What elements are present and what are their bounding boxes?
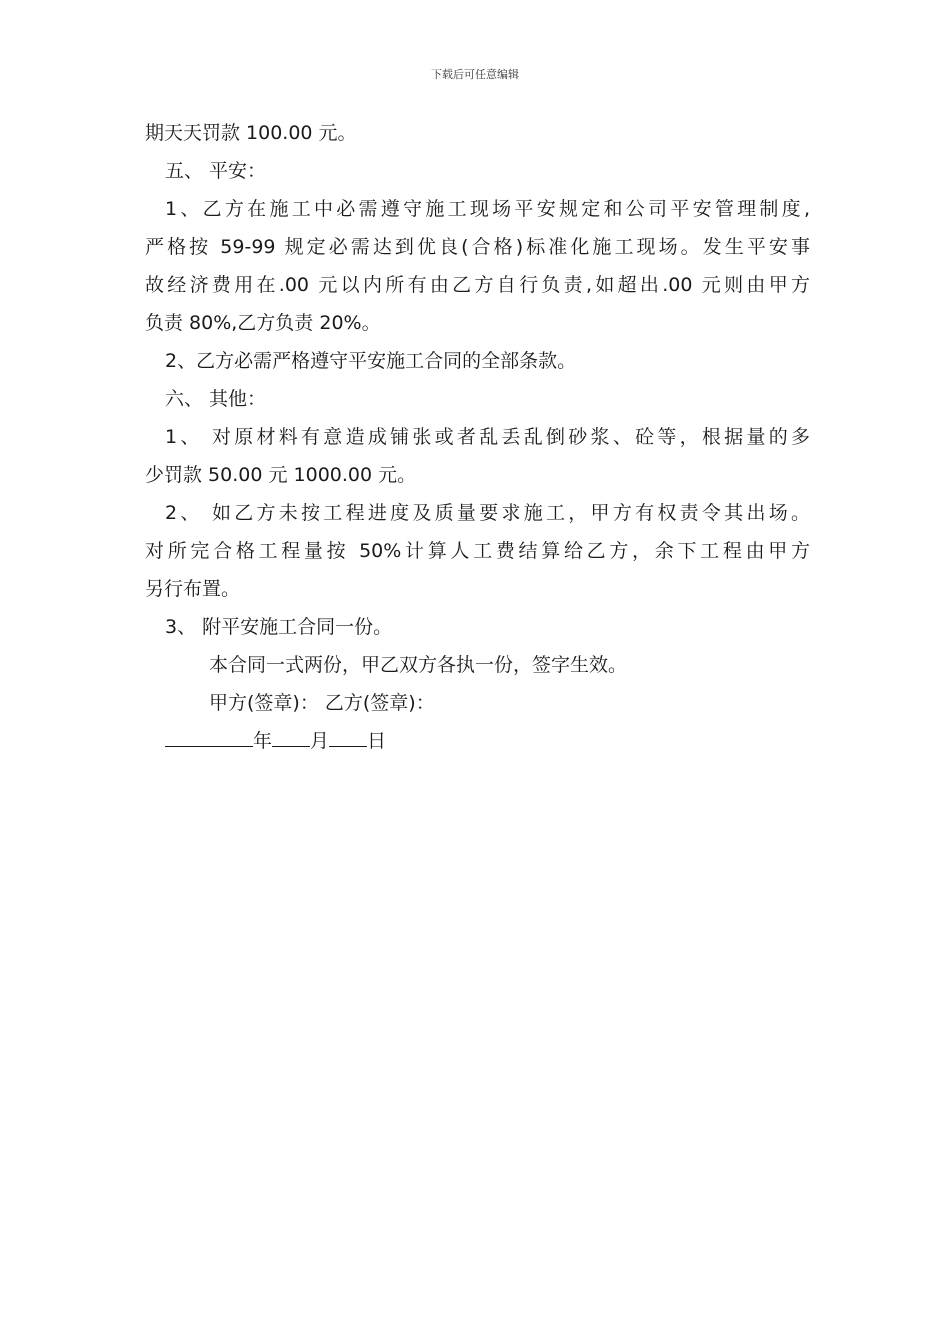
text-line: 另行布置。 bbox=[145, 578, 241, 600]
text-line: 本合同一式两份，甲乙双方各执一份，签字生效。 bbox=[209, 654, 628, 676]
text-line: 1、 对原材料有意造成铺张或者乱丢乱倒砂浆、砼等，根据量的多 bbox=[165, 426, 810, 448]
year-label: 年 bbox=[253, 730, 273, 752]
text-line: 期天天罚款 100.00 元。 bbox=[145, 122, 357, 144]
signature-line: 甲方(签章)： 乙方(签章)： bbox=[209, 692, 435, 714]
text-line: 2、乙方必需严格遵守平安施工合同的全部条款。 bbox=[165, 350, 577, 372]
text-line: 少罚款 50.00 元 1000.00 元。 bbox=[145, 464, 417, 486]
text-line: 3、 附平安施工合同一份。 bbox=[165, 616, 393, 638]
text-line: 负责 80%,乙方负责 20%。 bbox=[145, 312, 381, 334]
month-blank bbox=[272, 726, 310, 747]
section-heading-other: 六、 其他： bbox=[165, 388, 267, 410]
date-line bbox=[145, 722, 810, 760]
day-label: 日 bbox=[367, 730, 387, 752]
month-label: 月 bbox=[310, 730, 330, 752]
text-line: 对所完合格工程量按 50%计算人工费结算给乙方，余下工程由甲方 bbox=[145, 540, 810, 562]
contract-body bbox=[145, 114, 810, 760]
section-heading-safety: 五、 平安： bbox=[165, 160, 267, 182]
text-line: 2、 如乙方未按工程进度及质量要求施工，甲方有权责令其出场。 bbox=[165, 502, 810, 524]
day-blank bbox=[329, 726, 367, 747]
text-line: 1、乙方在施工中必需遵守施工现场平安规定和公司平安管理制度, bbox=[165, 198, 810, 220]
text-line: 故经济费用在.00 元以内所有由乙方自行负责,如超出.00 元则由甲方 bbox=[145, 274, 810, 296]
year-blank bbox=[165, 726, 253, 747]
page-header: 下载后可任意编辑 bbox=[431, 68, 519, 81]
text-line: 严格按 59-99 规定必需达到优良(合格)标准化施工现场。发生平安事 bbox=[145, 236, 810, 258]
